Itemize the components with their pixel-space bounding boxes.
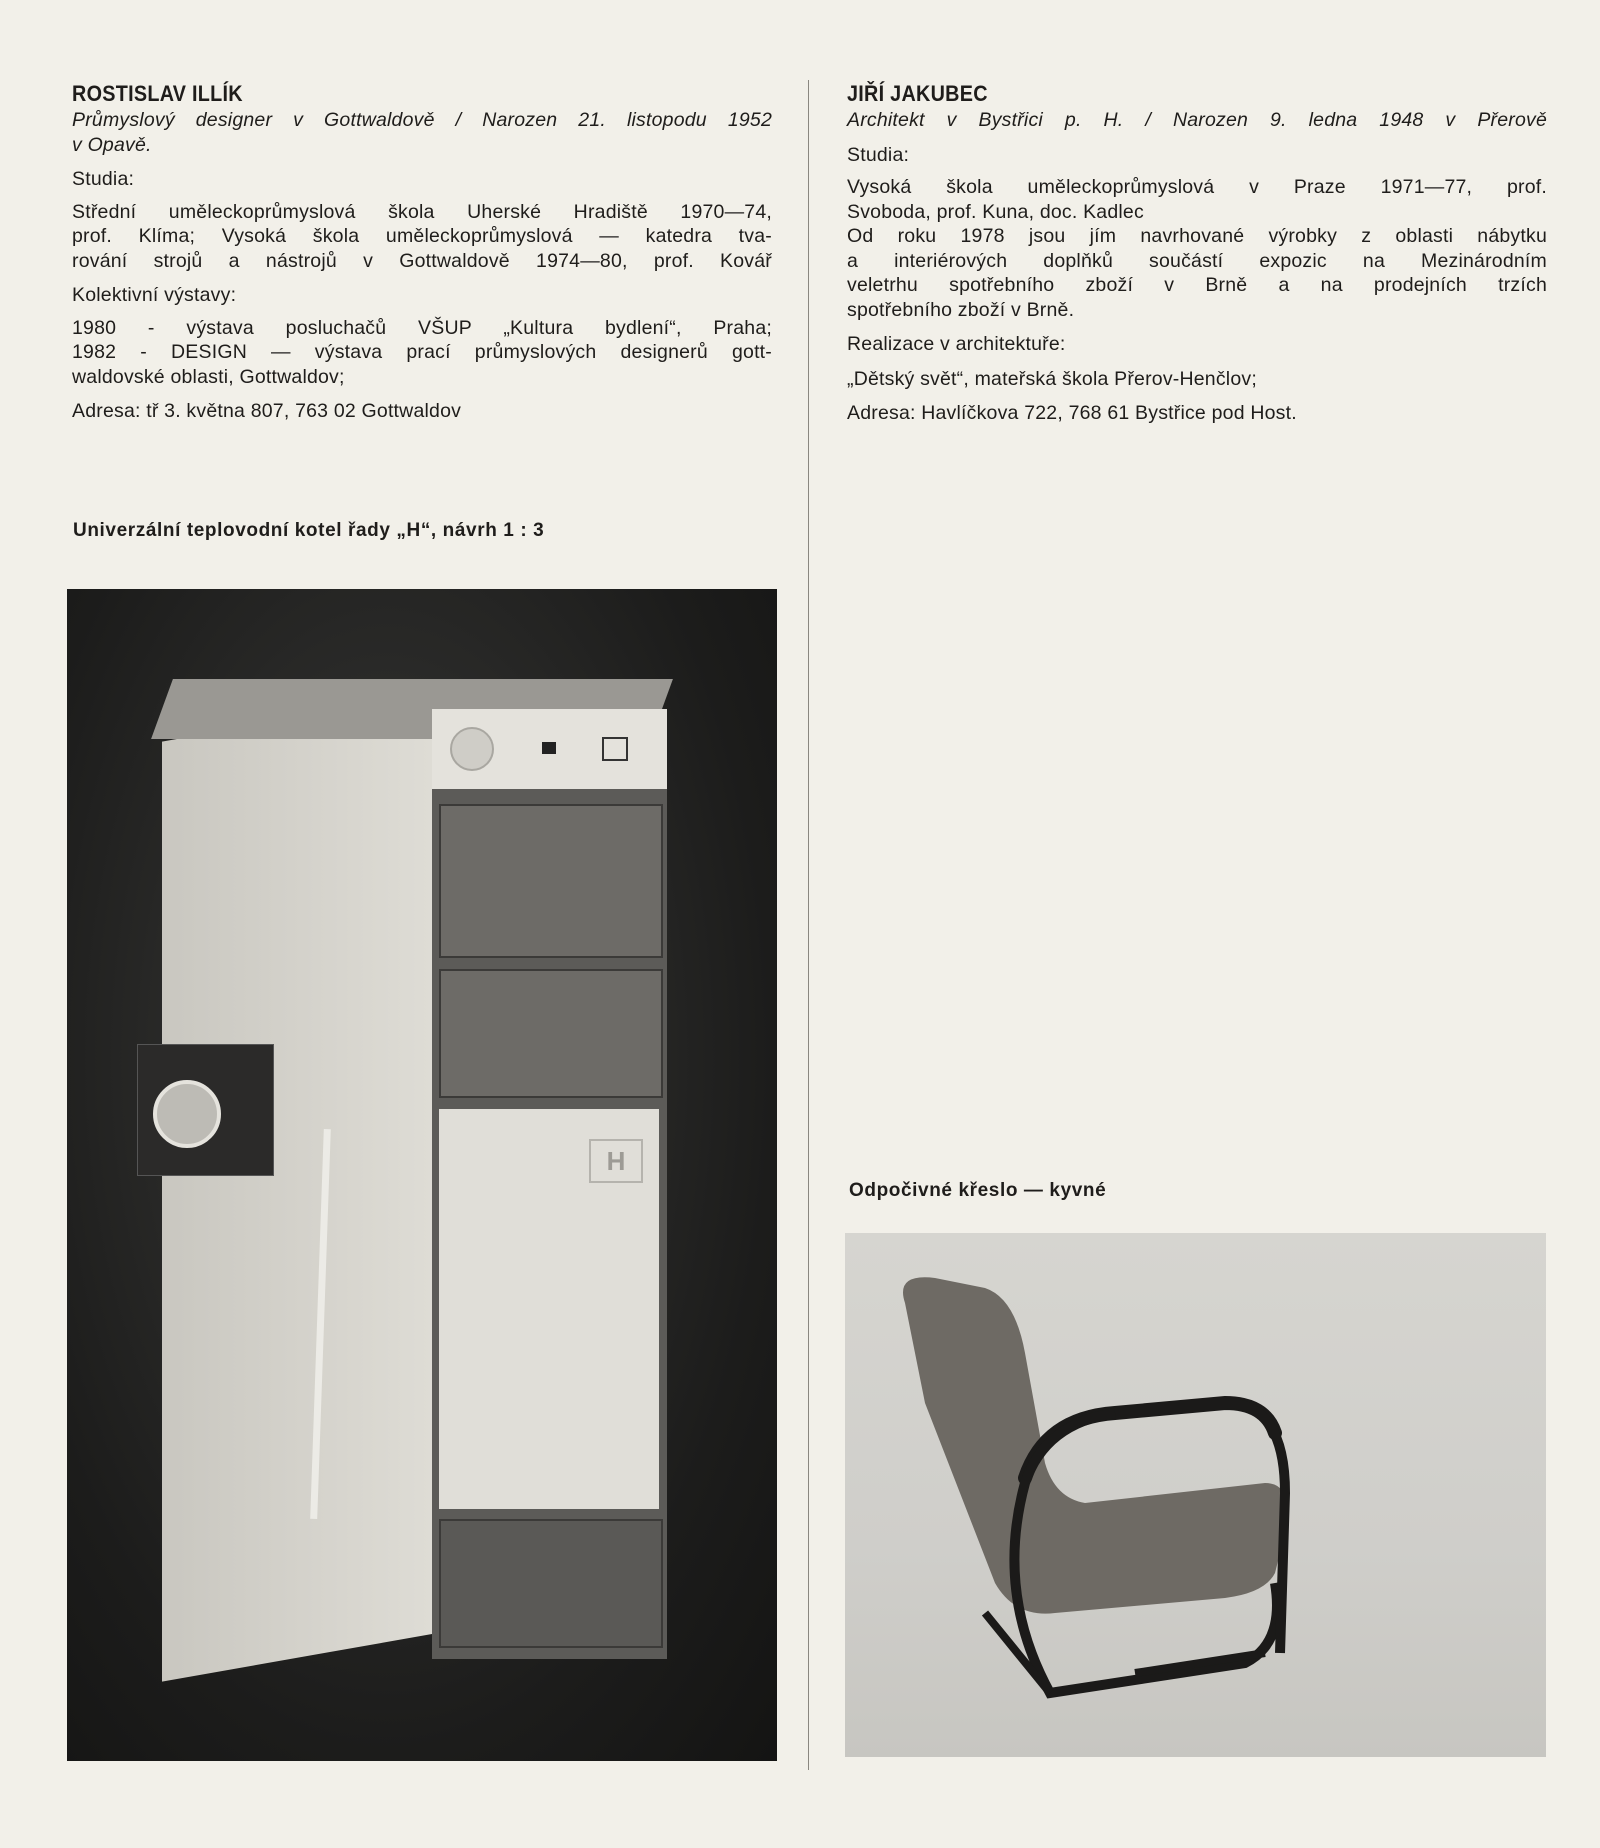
subtitle-line: Architekt v Bystřici p. H. / Narozen 9. ledna 1948 v Přerově [847, 109, 1547, 131]
text-line: Svoboda, prof. Kuna, doc. Kadlec [847, 200, 1144, 223]
text-line: spotřebního zboží v Brně. [847, 298, 1075, 321]
flue-plate [137, 1044, 274, 1176]
boiler-ash-door [439, 1519, 663, 1648]
designer-subtitle [72, 108, 772, 157]
boiler-caption: Univerzální teplovodní kotel řady „H“, návrh 1 : 3 [73, 520, 545, 541]
text-line: Vysoká škola uměleckoprůmyslová v Praze 1971—77, prof. [847, 176, 1547, 198]
designer-name: JIŘÍ JAKUBEC [847, 81, 988, 106]
studies-heading: Studia: [72, 168, 135, 190]
boiler-control-panel [432, 709, 667, 789]
address: Adresa: tř 3. května 807, 763 02 Gottwaldov [72, 400, 462, 422]
text-line: 1980 - výstava posluchačů VŠUP „Kultura bydlení“, Praha; [72, 316, 772, 339]
rocking-chair-illustration [845, 1233, 1546, 1757]
text-line: waldovské oblasti, Gottwaldov; [72, 365, 345, 388]
designer-subtitle [847, 108, 1547, 133]
realizations-text: „Dětský svět“, mateřská škola Přerov-Henčlov; [847, 367, 1257, 390]
text-line: rování strojů a nástrojů v Gottwaldově 1974—80, prof. Kovář [72, 249, 772, 272]
exhibitions-heading: Kolektivní výstavy: [72, 284, 237, 306]
chair-caption: Odpočivné křeslo — kyvné [849, 1180, 1107, 1201]
exhibitions-text [72, 316, 772, 390]
address: Adresa: Havlíčkova 722, 768 61 Bystřice pod Host. [847, 402, 1297, 424]
studies-text [72, 200, 772, 274]
text-line: prof. Klíma; Vysoká škola uměleckoprůmyslová — katedra tva- [72, 225, 772, 247]
studies-text [847, 175, 1547, 322]
designer-entry-illik [72, 80, 772, 424]
boiler-side-panel [162, 694, 432, 1682]
subtitle-line: v Opavě. [72, 133, 152, 156]
designer-name: ROSTISLAV ILLÍK [72, 81, 243, 106]
text-line: 1982 - DESIGN — výstava prací průmyslových designerů gott- [72, 341, 772, 363]
chair-armrest [1025, 1403, 1275, 1478]
chair-photo [845, 1233, 1546, 1757]
subtitle-line: Průmyslový designer v Gottwaldově / Narozen 21. listopodu 1952 [72, 109, 772, 131]
designer-entry-jakubec [847, 80, 1547, 426]
boiler-door-upper [439, 804, 663, 958]
thermostat-dial-icon [450, 727, 494, 771]
column-divider [808, 80, 809, 1770]
realizations-heading: Realizace v architektuře: [847, 333, 1066, 355]
studies-heading: Studia: [847, 143, 910, 166]
text-line: Od roku 1978 jsou jím navrhované výrobky z oblasti nábytku [847, 225, 1547, 247]
boiler-front-panel [439, 1109, 659, 1509]
indicator-icon [602, 737, 628, 761]
text-line: a interiérových doplňků součástí expozic na Mezinárodním [847, 249, 1547, 272]
boiler-photo [67, 589, 777, 1761]
text-line: veletrhu spotřebního zboží v Brně a na prodejních trzích [847, 274, 1547, 296]
boiler-badge: H [589, 1139, 643, 1183]
flue-pipe-icon [153, 1080, 221, 1148]
chair-cushion [903, 1277, 1288, 1613]
text-line: Střední uměleckoprůmyslová škola Uherské Hradiště 1970—74, [72, 200, 772, 223]
switch-icon [542, 742, 556, 754]
boiler-door-middle [439, 969, 663, 1098]
